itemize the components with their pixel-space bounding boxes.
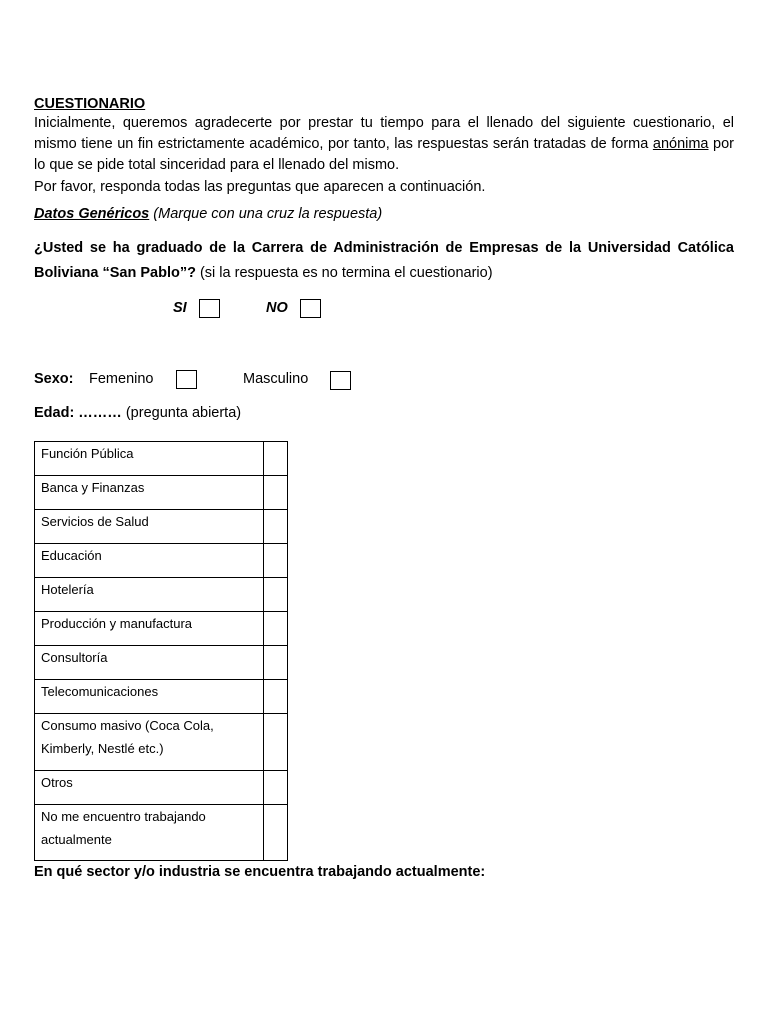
questionnaire-page — [34, 96, 734, 880]
table-row — [35, 680, 288, 714]
generic-data-heading — [34, 204, 734, 224]
sector-checkbox-cell[interactable] — [264, 442, 288, 476]
table-row — [35, 476, 288, 510]
age-label: Edad: ……… — [34, 405, 122, 421]
option-yes-checkbox[interactable] — [199, 299, 220, 318]
sector-checkbox-cell[interactable] — [264, 646, 288, 680]
sector-label: Consultoría — [35, 646, 264, 680]
generic-data-note: (Marque con una cruz la respuesta) — [153, 206, 383, 222]
sector-checkbox-cell[interactable] — [264, 714, 288, 771]
table-row — [35, 771, 288, 805]
instruction-text: Por favor, responda todas las preguntas que aparecen a continuación. — [34, 179, 486, 195]
sex-label: Sexo: — [34, 371, 74, 387]
sector-label: Hotelería — [35, 578, 264, 612]
option-no-label: NO — [266, 300, 288, 316]
sector-checkbox-cell[interactable] — [264, 771, 288, 805]
sector-label: Consumo masivo (Coca Cola, Kimberly, Nestlé etc.) — [35, 714, 264, 771]
table-row — [35, 646, 288, 680]
table-row — [35, 578, 288, 612]
sector-checkbox-cell[interactable] — [264, 578, 288, 612]
intro-paragraph — [34, 113, 734, 176]
sector-label: Telecomunicaciones — [35, 680, 264, 714]
sector-label: Función Pública — [35, 442, 264, 476]
generic-data-title: Datos Genéricos — [34, 206, 150, 222]
table-row — [35, 442, 288, 476]
sector-table — [34, 441, 288, 861]
table-row — [35, 510, 288, 544]
intro-text-1: Inicialmente, queremos agradecerte por prestar tu tiempo para el llenado del siguiente cuestionario, el mismo tiene un fin estrictamente académico, por tanto, las respuestas serán tratadas de forma — [34, 115, 734, 152]
sector-checkbox-cell[interactable] — [264, 805, 288, 861]
table-row — [35, 805, 288, 861]
option-yes-label: SI — [173, 300, 187, 316]
intro-text-2: por lo que se pide total sinceridad para el llenado del mismo. — [34, 136, 734, 173]
sector-checkbox-cell[interactable] — [264, 612, 288, 646]
table-row — [35, 714, 288, 771]
sector-checkbox-cell[interactable] — [264, 476, 288, 510]
graduation-question-note: (si la respuesta es no termina el cuestionario) — [195, 265, 493, 281]
graduation-question — [34, 236, 734, 286]
sector-label: Educación — [35, 544, 264, 578]
sector-checkbox-cell[interactable] — [264, 510, 288, 544]
sector-label: Servicios de Salud — [35, 510, 264, 544]
document-title: CUESTIONARIO — [34, 96, 146, 112]
sector-checkbox-cell[interactable] — [264, 680, 288, 714]
sector-checkbox-cell[interactable] — [264, 544, 288, 578]
sex-female-checkbox[interactable] — [176, 370, 197, 389]
sector-label: No me encuentro trabajando actualmente — [35, 805, 264, 861]
sector-question: En qué sector y/o industria se encuentra trabajando actualmente: — [34, 864, 486, 880]
intro-underlined-word: anónima — [652, 136, 709, 152]
sector-label: Banca y Finanzas — [35, 476, 264, 510]
sex-male-checkbox[interactable] — [330, 371, 351, 390]
sector-label: Producción y manufactura — [35, 612, 264, 646]
age-note: (pregunta abierta) — [121, 405, 242, 421]
sector-label: Otros — [35, 771, 264, 805]
table-row — [35, 544, 288, 578]
sex-male-label: Masculino — [243, 371, 309, 387]
sex-female-label: Femenino — [89, 371, 154, 387]
graduation-question-text: ¿Usted se ha graduado de la Carrera de Administración de Empresas de la Universidad Católica Boliviana “San Pablo”? — [34, 240, 734, 281]
option-no-checkbox[interactable] — [300, 299, 321, 318]
age-field — [34, 403, 734, 423]
table-row — [35, 612, 288, 646]
